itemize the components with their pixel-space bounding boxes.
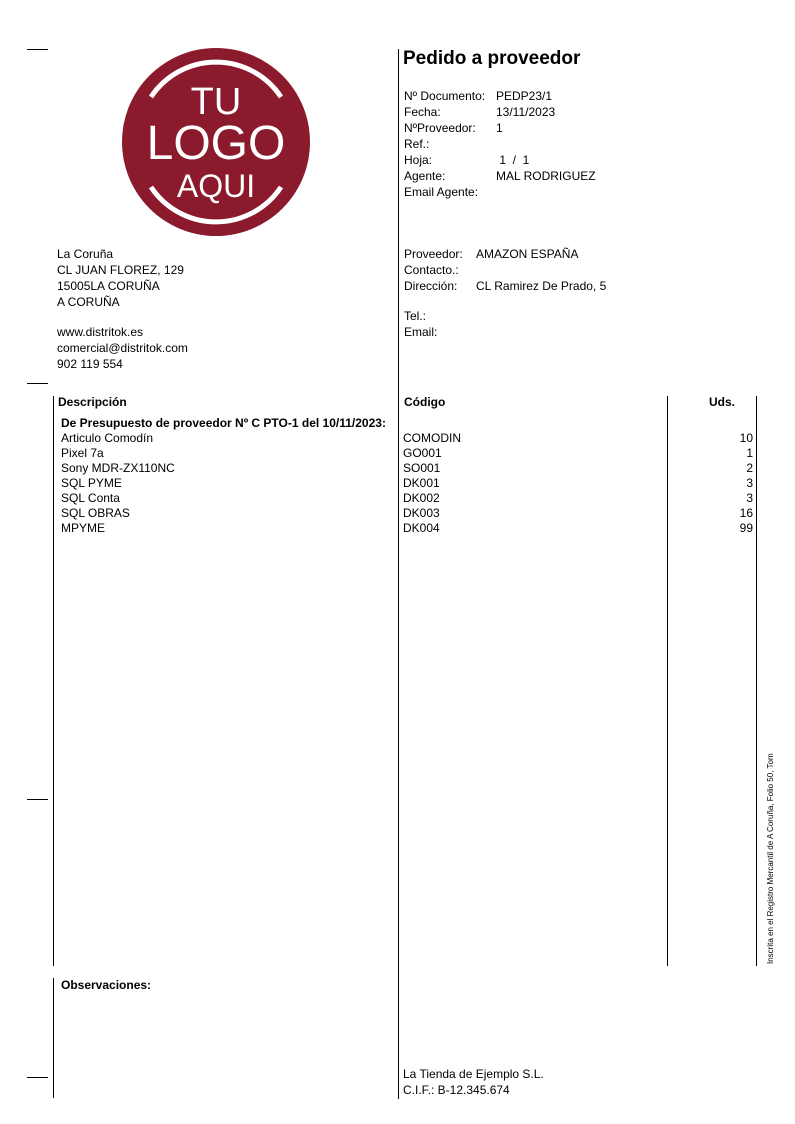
header-codigo: Código (404, 395, 446, 409)
doc-field-value: MAL RODRIGUEZ (496, 169, 596, 183)
table-row (61, 491, 753, 506)
row-description: SQL Conta (61, 491, 120, 505)
address-value: CL Ramirez De Prado, 5 (476, 279, 607, 293)
row-uds: 3 (746, 491, 753, 505)
company-street: CL JUAN FLOREZ, 129 (57, 263, 184, 277)
table-row (61, 431, 753, 446)
fold-mark-top (27, 49, 48, 50)
email-label: Email: (404, 325, 438, 339)
row-uds: 10 (739, 431, 753, 445)
doc-field-row (404, 120, 704, 136)
tel-label: Tel.: (404, 309, 427, 323)
contact-label: Contacto.: (404, 263, 459, 277)
row-description: SQL OBRAS (61, 506, 130, 520)
table-row (61, 461, 753, 476)
row-description: Pixel 7a (61, 446, 104, 460)
row-uds: 1 (746, 446, 753, 460)
row-code: DK003 (403, 506, 440, 520)
company-info (57, 246, 188, 372)
doc-fields (404, 88, 704, 200)
company-province: A CORUÑA (57, 295, 120, 309)
row-code: COMODIN (403, 431, 461, 445)
row-uds: 3 (746, 476, 753, 490)
observations-left-border (53, 978, 54, 1098)
row-uds: 16 (739, 506, 753, 520)
row-description: SQL PYME (61, 476, 122, 490)
observations-label: Observaciones: (61, 978, 152, 992)
doc-field-value: PEDP23/1 (496, 89, 553, 103)
row-code: DK002 (403, 491, 440, 505)
company-city: La Coruña (57, 247, 114, 261)
fold-mark-middle (27, 799, 48, 800)
doc-field-label: Email Agente: (404, 185, 479, 199)
header-descripcion: Descripción (58, 395, 127, 409)
table-row (61, 476, 753, 491)
doc-field-value: 13/11/2023 (496, 105, 556, 119)
doc-field-row (404, 88, 704, 104)
table-rows (61, 431, 753, 536)
doc-field-row (404, 184, 704, 200)
company-logo (121, 47, 311, 237)
doc-field-value: 1 / 1 (496, 153, 530, 167)
fold-mark-bottom (27, 1077, 48, 1078)
row-uds: 2 (746, 461, 753, 475)
footer-cif: C.I.F.: B-12.345.674 (403, 1083, 510, 1097)
footer (403, 1066, 544, 1098)
doc-field-row (404, 136, 704, 152)
logo-text-3: AQUI (176, 168, 256, 204)
table-right-border (756, 396, 757, 966)
doc-field-label: Ref.: (404, 137, 430, 151)
supplier-info (404, 246, 734, 340)
table-row (61, 521, 753, 536)
group-title: De Presupuesto de proveedor Nº C PTO-1 del 10/11/2023: (61, 416, 386, 430)
company-phone: 902 119 554 (57, 357, 123, 371)
table-left-border (53, 396, 54, 966)
logo-text-2: LOGO (146, 117, 286, 170)
row-uds: 99 (739, 521, 753, 535)
company-web: www.distritok.es (57, 325, 144, 339)
company-email: comercial@distritok.com (57, 341, 188, 355)
doc-field-value: 1 (496, 121, 503, 135)
doc-field-label: NºProveedor: (404, 121, 476, 135)
center-divider (398, 49, 399, 1099)
supplier-name: AMAZON ESPAÑA (476, 247, 579, 261)
doc-field-label: Agente: (404, 169, 446, 183)
doc-field-label: Hoja: (404, 153, 433, 167)
registry-text: Inscrita en el Registro Mercantil de A Coruña, Folio 50, Tom (766, 753, 775, 964)
doc-field-label: Nº Documento: (404, 89, 486, 103)
doc-field-row (404, 104, 704, 120)
address-label: Dirección: (404, 279, 458, 293)
company-postal: 15005LA CORUÑA (57, 279, 160, 293)
row-description: Sony MDR-ZX110NC (61, 461, 175, 475)
row-code: DK004 (403, 521, 440, 535)
table-row (61, 506, 753, 521)
doc-field-row (404, 168, 704, 184)
doc-field-label: Fecha: (404, 105, 441, 119)
header-uds: Uds. (709, 395, 736, 409)
row-description: Articulo Comodín (61, 431, 154, 445)
doc-title: Pedido a proveedor (403, 48, 581, 69)
fold-mark-upper (27, 383, 48, 384)
table-row (61, 446, 753, 461)
row-code: SO001 (403, 461, 441, 475)
row-code: GO001 (403, 446, 442, 460)
footer-company-name: La Tienda de Ejemplo S.L. (403, 1067, 544, 1081)
supplier-label: Proveedor: (404, 247, 463, 261)
doc-field-row (404, 152, 704, 168)
row-code: DK001 (403, 476, 440, 490)
logo-text-1: TU (190, 81, 242, 123)
row-description: MPYME (61, 521, 106, 535)
